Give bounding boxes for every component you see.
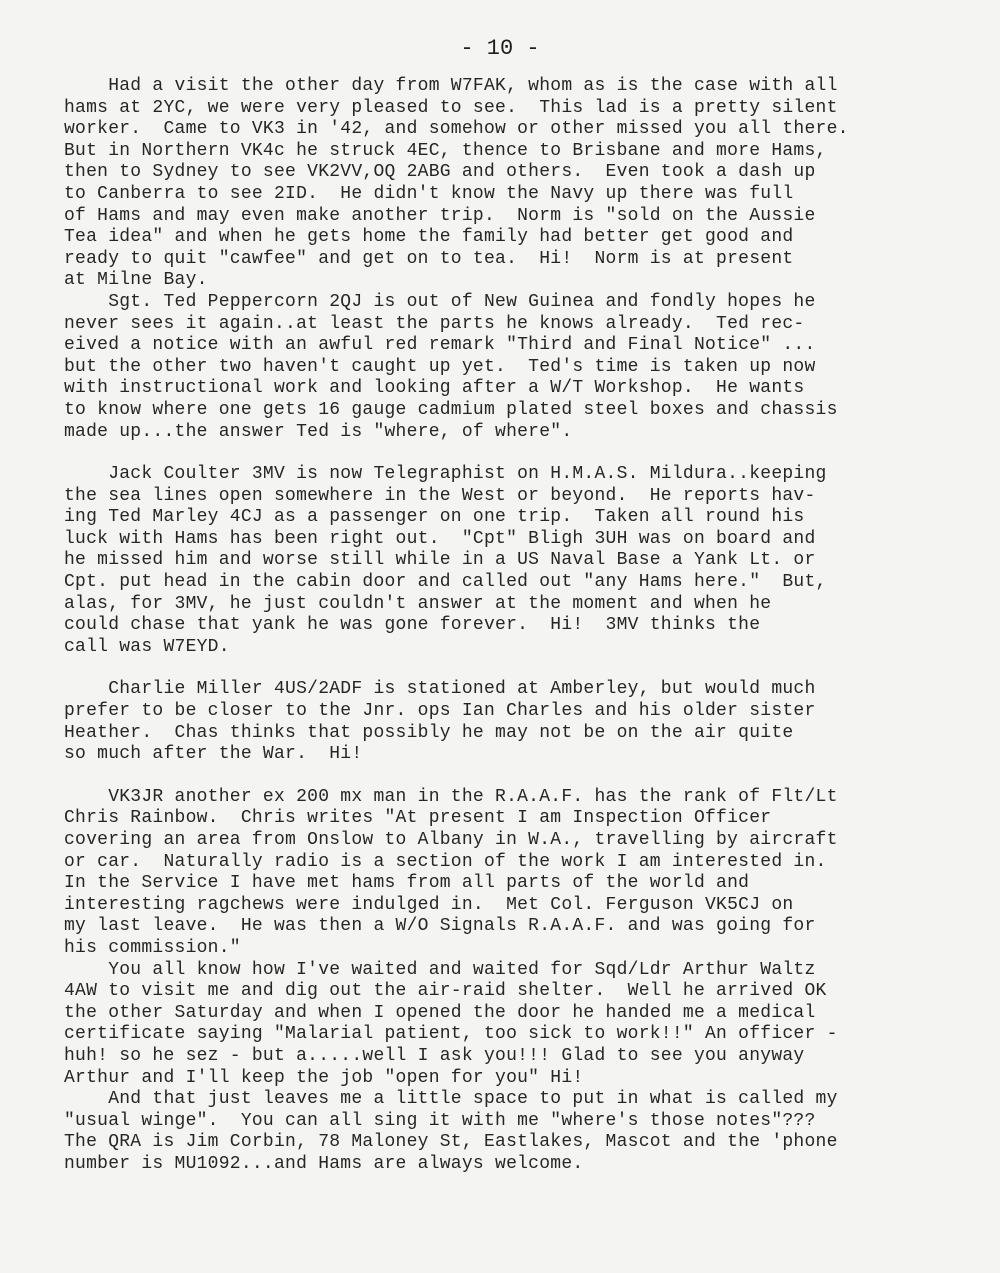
paragraph-closing bbox=[64, 1089, 964, 1175]
text-line: alas, for 3MV, he just couldn't answer at the moment and when he bbox=[64, 593, 772, 614]
text-line: his commission." bbox=[64, 937, 241, 958]
text-line: huh! so he sez - but a.....well I ask you!!! Glad to see you anyway bbox=[64, 1045, 805, 1066]
paragraph-w7fak-visit bbox=[64, 76, 964, 292]
text-line: hams at 2YC, we were very pleased to see. This lad is a pretty silent bbox=[64, 97, 838, 118]
text-line: never sees it again..at least the parts he knows already. Ted rec- bbox=[64, 313, 805, 334]
text-line: "usual winge". You can all sing it with me "where's those notes"??? bbox=[64, 1110, 816, 1131]
paragraph-waltz bbox=[64, 960, 964, 1090]
paragraph-miller bbox=[64, 679, 964, 765]
page-number: - 10 - bbox=[460, 36, 540, 61]
text-line: ing Ted Marley 4CJ as a passenger on one trip. Taken all round his bbox=[64, 507, 805, 528]
paragraph-coulter bbox=[64, 464, 964, 658]
text-line: at Milne Bay. bbox=[64, 270, 208, 291]
text-line: number is MU1092...and Hams are always welcome. bbox=[64, 1153, 584, 1174]
paragraph-gap bbox=[64, 443, 964, 464]
paragraph-peppercorn bbox=[64, 292, 964, 443]
paragraph-gap bbox=[64, 658, 964, 679]
text-line: or car. Naturally radio is a section of the work I am interested in. bbox=[64, 851, 827, 872]
text-line: And that just leaves me a little space to put in what is called my bbox=[64, 1089, 838, 1110]
text-line: Jack Coulter 3MV is now Telegraphist on H.M.A.S. Mildura..keeping bbox=[64, 464, 827, 485]
text-line: 4AW to visit me and dig out the air-raid shelter. Well he arrived OK bbox=[64, 981, 827, 1002]
text-line: Had a visit the other day from W7FAK, whom as is the case with all bbox=[64, 76, 838, 96]
text-line: certificate saying "Malarial patient, too sick to work!!" An officer - bbox=[64, 1024, 838, 1045]
text-line: ready to quit "cawfee" and get on to tea. Hi! Norm is at present bbox=[64, 248, 794, 269]
text-line: Chris Rainbow. Chris writes "At present I am Inspection Officer bbox=[64, 808, 772, 829]
paragraph-gap bbox=[64, 766, 964, 787]
text-line: to Canberra to see 2ID. He didn't know the Navy up there was full bbox=[64, 183, 794, 204]
text-line: Sgt. Ted Peppercorn 2QJ is out of New Guinea and fondly hopes he bbox=[64, 291, 816, 312]
text-line: Heather. Chas thinks that possibly he may not be on the air quite bbox=[64, 722, 794, 743]
paragraph-rainbow bbox=[64, 787, 964, 960]
text-line: luck with Hams has been right out. "Cpt" Bligh 3UH was on board and bbox=[64, 528, 816, 549]
page-body bbox=[64, 76, 964, 1176]
text-line: worker. Came to VK3 in '42, and somehow or other missed you all there. bbox=[64, 119, 849, 140]
text-line: the sea lines open somewhere in the West or beyond. He reports hav- bbox=[64, 485, 816, 506]
text-line: The QRA is Jim Corbin, 78 Maloney St, Eastlakes, Mascot and the 'phone bbox=[64, 1132, 838, 1153]
text-line: Arthur and I'll keep the job "open for you" Hi! bbox=[64, 1067, 584, 1088]
text-line: You all know how I've waited and waited for Sqd/Ldr Arthur Waltz bbox=[64, 959, 816, 980]
text-line: but the other two haven't caught up yet. Ted's time is taken up now bbox=[64, 356, 816, 377]
text-line: eived a notice with an awful red remark "Third and Final Notice" ... bbox=[64, 335, 816, 356]
text-line: the other Saturday and when I opened the door he handed me a medical bbox=[64, 1002, 816, 1023]
text-line: Charlie Miller 4US/2ADF is stationed at Amberley, but would much bbox=[64, 679, 816, 700]
text-line: of Hams and may even make another trip. Norm is "sold on the Aussie bbox=[64, 205, 816, 226]
text-line: Cpt. put head in the cabin door and called out "any Hams here." But, bbox=[64, 572, 827, 593]
text-line: my last leave. He was then a W/O Signals R.A.A.F. and was going for bbox=[64, 916, 816, 937]
text-line: he missed him and worse still while in a US Naval Base a Yank Lt. or bbox=[64, 550, 816, 571]
text-line: made up...the answer Ted is "where, of where". bbox=[64, 421, 573, 442]
text-line: call was W7EYD. bbox=[64, 636, 230, 657]
text-line: then to Sydney to see VK2VV,OQ 2ABG and others. Even took a dash up bbox=[64, 162, 816, 183]
text-line: But in Northern VK4c he struck 4EC, thence to Brisbane and more Hams, bbox=[64, 140, 827, 161]
text-line: so much after the War. Hi! bbox=[64, 744, 363, 765]
text-line: covering an area from Onslow to Albany in W.A., travelling by aircraft bbox=[64, 830, 838, 850]
text-line: could chase that yank he was gone forever. Hi! 3MV thinks the bbox=[64, 615, 761, 636]
text-line: Tea idea" and when he gets home the family had better get good and bbox=[64, 227, 794, 248]
text-line: In the Service I have met hams from all parts of the world and bbox=[64, 873, 750, 894]
text-line: interesting ragchews were indulged in. Met Col. Ferguson VK5CJ on bbox=[64, 894, 794, 915]
text-line: with instructional work and looking after a W/T Workshop. He wants bbox=[64, 378, 805, 399]
text-line: VK3JR another ex 200 mx man in the R.A.A.F. has the rank of Flt/Lt bbox=[64, 786, 838, 807]
text-line: prefer to be closer to the Jnr. ops Ian Charles and his older sister bbox=[64, 701, 816, 722]
text-line: to know where one gets 16 gauge cadmium plated steel boxes and chassis bbox=[64, 399, 838, 420]
